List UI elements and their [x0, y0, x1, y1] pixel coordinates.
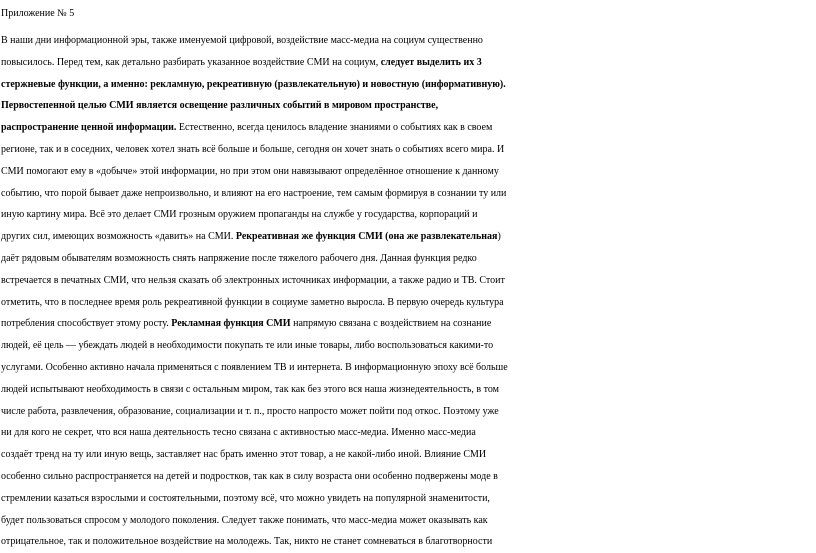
- text-line: [1, 183, 816, 205]
- text-line: [1, 95, 816, 117]
- text-run: даёт рядовым обывателям возможность снять напряжение после тяжелого рабочего дня. Данная функция редко: [1, 252, 477, 264]
- text-run: будет пользоваться спросом у молодого поколения. Следует также понимать, что масс-медиа может оказывать как: [1, 514, 488, 526]
- text-run: отметить, что в последнее время роль рекреативной функции в социуме заметно выросла. В первую очередь культура: [1, 296, 504, 308]
- text-line: [1, 52, 816, 74]
- text-run: других сил, имеющих возможность «давить» на СМИ.: [1, 231, 236, 243]
- text-line: [1, 74, 816, 96]
- appendix-heading: Приложение № 5: [1, 8, 75, 19]
- text-line: [1, 139, 816, 161]
- text-line: [1, 401, 816, 423]
- bold-text-run: Рекреативная же функция СМИ (она же развлекательная: [235, 231, 498, 243]
- text-line: [1, 357, 816, 379]
- text-line: [1, 335, 816, 357]
- text-run: ни для кого не секрет, что вся наша деятельность тесно связана с активностью масс-медиа. Именно масс-медиа: [1, 427, 476, 439]
- text-line: [1, 510, 816, 532]
- text-run: людей испытывают необходимость в связи с остальным миром, так как без этого вся наша жизнедеятельность, в том: [1, 383, 499, 395]
- text-line: [1, 422, 816, 444]
- text-run: Естественно, всегда ценилось владение знаниями о событиях как в своем: [176, 122, 493, 134]
- text-run: В наши дни информационной эры, также именуемой цифровой, воздействие масс-медиа на социум существенно: [1, 35, 483, 46]
- text-line: [1, 248, 816, 270]
- text-run: отрицательное, так и положительное воздействие на молодежь. Так, никто не станет сомневаться в благотворности: [1, 536, 493, 548]
- text-line: [1, 204, 816, 226]
- text-run: особенно сильно распространяется на детей и подростков, так как в силу возраста они особенно подвержены моде в: [1, 470, 498, 482]
- bold-text-run: Рекламная функция СМИ: [171, 318, 291, 330]
- bold-text-run: распространение ценной информации.: [1, 122, 177, 134]
- text-line: [1, 531, 816, 553]
- text-run: событию, что порой бывает даже непроизвольно, и влияют на его настроение, тем самым формируя в сознании ту или: [1, 187, 507, 199]
- text-run: потребления способствует этому росту.: [1, 318, 172, 330]
- bold-text-run: стержневые функции, а именно: рекламную, рекреативную (развлекательную) и новостную (информативную).: [1, 78, 506, 90]
- text-run: повысилось. Перед тем, как детально разбирать указанное воздействие СМИ на социум,: [1, 56, 381, 68]
- text-run: напрямую связана с воздействием на сознание: [290, 318, 492, 330]
- text-line: [1, 161, 816, 183]
- text-line: [1, 466, 816, 488]
- text-line: [1, 488, 816, 510]
- text-line: [1, 270, 816, 292]
- text-run: числе работа, развлечения, образование, социализации и т. п., просто напросто может пойти под откос. Поэтому уже: [1, 405, 499, 417]
- text-run: ): [497, 231, 501, 243]
- text-line: [1, 30, 816, 52]
- text-line: [1, 313, 816, 335]
- text-line: [1, 444, 816, 466]
- text-line: [1, 117, 816, 139]
- text-line: [1, 226, 816, 248]
- bold-text-run: следует выделить их 3: [380, 56, 482, 68]
- document-body-text: [1, 30, 816, 553]
- text-run: встречается в печатных СМИ, что нельзя сказать об электронных источниках информации, а также радио и ТВ. Стоит: [1, 274, 505, 286]
- text-run: создаёт тренд на ту или иную вещь, заставляет нас брать именно этот товар, а не какой-либо иной. Влияние СМИ: [1, 449, 487, 461]
- text-run: стремлении казаться взрослыми и состоятельными, поэтому всё, что можно увидеть на популярной знаменитости,: [1, 492, 490, 504]
- text-run: иную картину мира. Всё это делает СМИ грозным оружием пропаганды на службе у государства, корпораций и: [1, 209, 478, 221]
- text-line: [1, 292, 816, 314]
- bold-text-run: Первостепенной целью СМИ является освещение различных событий в мировом пространстве,: [1, 100, 439, 112]
- text-run: услугами. Особенно активно начала применяться с появлением ТВ и интернета. В информационную эпоху всё больше: [1, 361, 508, 373]
- text-line: [1, 379, 816, 401]
- text-run: СМИ помогают ему в «добыче» этой информации, но при этом они навязывают определённое отношение к данному: [1, 165, 499, 177]
- text-run: людей, её цель — убеждать людей в необходимости покупать те или иные товары, либо воспользоваться какими-то: [1, 340, 494, 352]
- text-run: регионе, так и в соседних, человек хотел знать всё больше и больше, сегодня он хочет знать о событиях всего мира. И: [1, 143, 505, 155]
